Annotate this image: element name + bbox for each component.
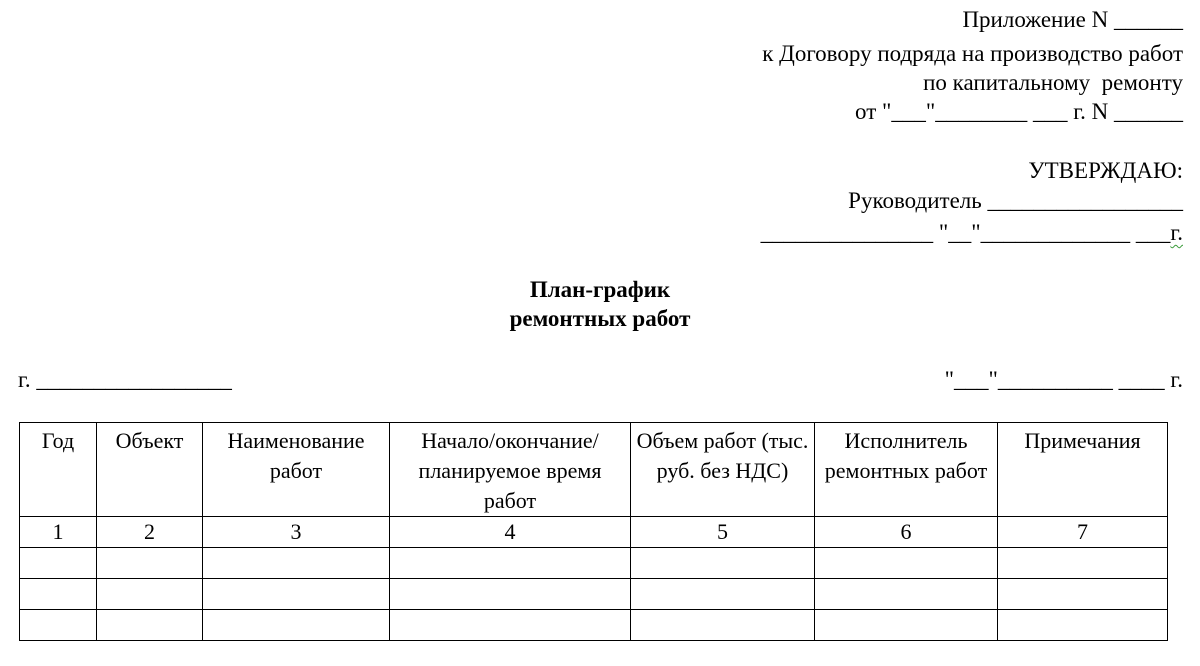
column-number: 6 xyxy=(815,517,998,548)
header-contractor: Исполнитель ремонтных работ xyxy=(815,423,998,517)
table-cell xyxy=(998,610,1168,641)
table-cell xyxy=(97,579,203,610)
table-cell xyxy=(20,548,97,579)
approval-date-suffix: г. xyxy=(1170,220,1183,245)
table-cell xyxy=(97,548,203,579)
contract-line: к Договору подряда на производство работ xyxy=(762,41,1183,66)
column-number: 3 xyxy=(203,517,390,548)
table-row xyxy=(20,579,1168,610)
column-number: 5 xyxy=(631,517,815,548)
table-cell xyxy=(631,610,815,641)
table-cell xyxy=(815,548,998,579)
column-number: 4 xyxy=(390,517,631,548)
header-object: Объект xyxy=(97,423,203,517)
table-cell xyxy=(203,610,390,641)
table-cell xyxy=(390,579,631,610)
head-signature-line: Руководитель _________________ xyxy=(848,188,1183,213)
approval-date-prefix: _______________ "__"_____________ ___ xyxy=(760,220,1171,245)
plan-table xyxy=(19,422,1168,641)
column-number: 7 xyxy=(998,517,1168,548)
approve-label: УТВЕРЖДАЮ: xyxy=(1028,158,1183,183)
contract-date-line: от "___"________ ___ г. N ______ xyxy=(855,99,1183,124)
header-work-name: Наименование работ xyxy=(203,423,390,517)
table-cell xyxy=(390,548,631,579)
table-cell xyxy=(631,579,815,610)
table-cell xyxy=(203,548,390,579)
place-line: г. _________________ xyxy=(18,367,232,392)
appendix-line: Приложение N ______ xyxy=(962,7,1183,32)
approval-date-line xyxy=(761,219,1183,246)
table-cell xyxy=(998,548,1168,579)
table-cell xyxy=(815,610,998,641)
header-year: Год xyxy=(20,423,97,517)
table-cell xyxy=(998,579,1168,610)
document-date-line: "___"__________ ____ г. xyxy=(944,367,1183,392)
header-notes: Примечания xyxy=(998,423,1168,517)
table-cell xyxy=(390,610,631,641)
table-cell xyxy=(20,579,97,610)
table-row xyxy=(20,610,1168,641)
column-number: 2 xyxy=(97,517,203,548)
table-cell xyxy=(815,579,998,610)
table-row xyxy=(20,548,1168,579)
table-cell xyxy=(203,579,390,610)
document-title-line1: План-график xyxy=(529,277,671,302)
table-number-row xyxy=(20,517,1168,548)
column-number: 1 xyxy=(20,517,97,548)
table-header-row xyxy=(20,423,1168,517)
document-title-line2: ремонтных работ xyxy=(509,306,691,331)
table-cell xyxy=(20,610,97,641)
table-cell xyxy=(97,610,203,641)
header-volume: Объем работ (тыс. руб. без НДС) xyxy=(631,423,815,517)
table-cell xyxy=(631,548,815,579)
repair-line: по капитальному ремонту xyxy=(923,70,1183,95)
header-schedule: Начало/окончание/ планируемое время работ xyxy=(390,423,631,517)
